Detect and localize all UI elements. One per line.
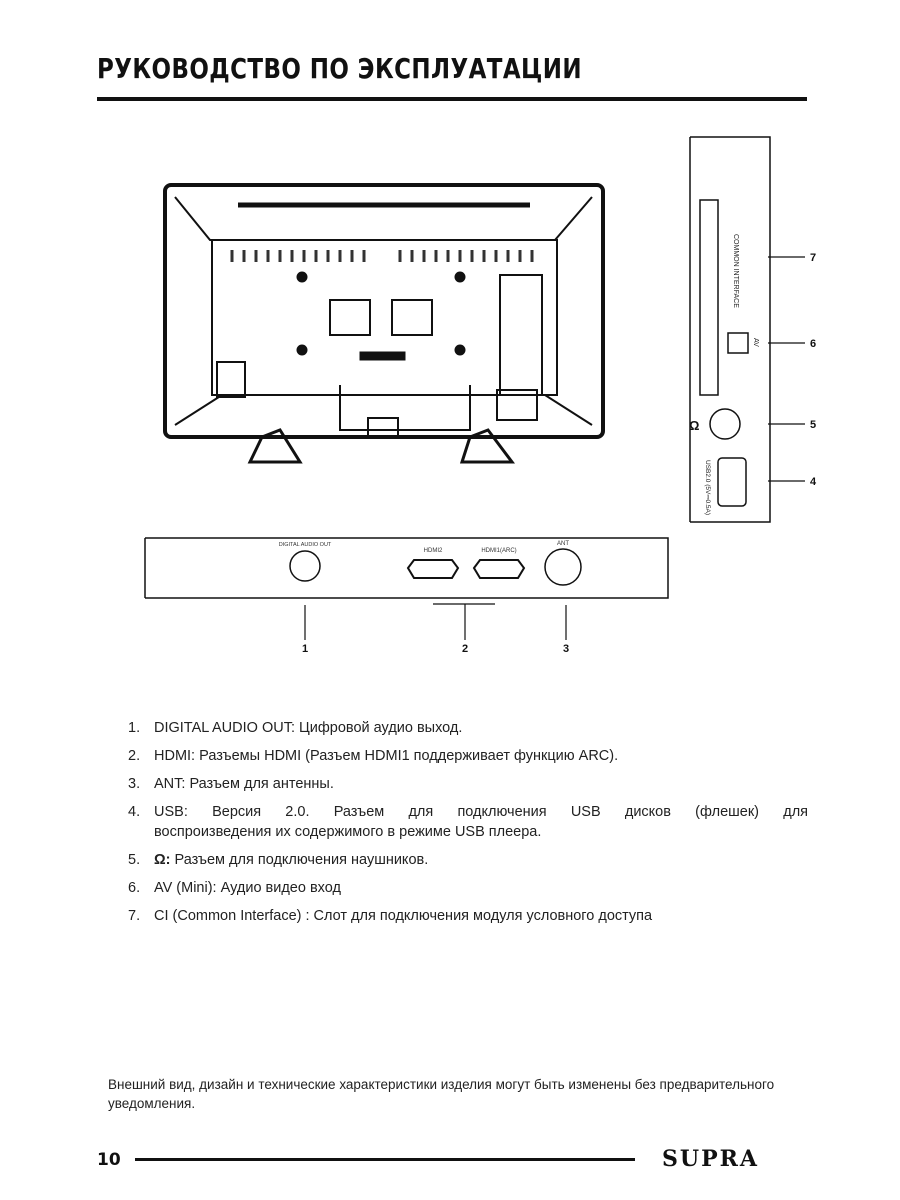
hdmi1-label: HDMI1(ARC)	[481, 548, 517, 554]
hdmi2-port	[408, 560, 458, 578]
callout-6: 6	[810, 338, 817, 350]
item-label: CI (Common Interface) :	[154, 908, 310, 924]
ant-label: ANT	[557, 541, 569, 547]
bottom-connector-panel	[145, 538, 668, 640]
callout-5: 5	[810, 419, 817, 431]
tv-rear-view	[165, 185, 603, 462]
item-number: 2.	[128, 748, 141, 764]
list-item	[128, 906, 808, 926]
av-port	[728, 333, 748, 353]
item-label: HDMI:	[154, 748, 196, 764]
item-label: Ω:	[154, 852, 171, 868]
hdmi1-port	[474, 560, 524, 578]
page-number: 10	[97, 1150, 121, 1170]
ci-slot	[700, 200, 718, 395]
list-item	[128, 802, 808, 842]
list-item	[128, 774, 808, 794]
item-text: Цифровой аудио выход.	[299, 720, 463, 736]
disclaimer-note: Внешний вид, дизайн и технические характеристики изделия могут быть изменены без предварительного уведомления.	[108, 1077, 775, 1111]
item-number: 7.	[128, 908, 141, 924]
digital-audio-port	[290, 551, 320, 581]
item-text: Аудио видео вход	[220, 880, 341, 896]
callout-4: 4	[810, 476, 817, 488]
item-text: Слот для подключения модуля условного доступа	[313, 908, 653, 924]
item-number: 6.	[128, 880, 141, 896]
item-text: Разъем для антенны.	[189, 776, 334, 792]
item-number: 4.	[128, 804, 141, 820]
usb-label: USB2.0 (5V⎓0.5A)	[704, 460, 711, 516]
item-text: Версия 2.0. Разъем для подключения USB дисков (флешек) для	[212, 804, 809, 820]
item-text: Разъем для подключения наушников.	[174, 852, 429, 868]
usb-port	[718, 458, 746, 506]
footer-rule	[135, 1158, 635, 1161]
item-text-continued: воспроизведения их содержимого в режиме USB плеера.	[154, 824, 542, 840]
brand-logo: SUPRA	[662, 1146, 759, 1172]
hdmi2-label: HDMI2	[423, 548, 443, 554]
item-label: ANT:	[154, 776, 186, 792]
list-item	[128, 878, 808, 898]
page-title: РУКОВОДСТВО ПО ЭКСПЛУАТАЦИИ	[97, 52, 582, 85]
callout-1: 1	[302, 643, 309, 655]
headphone-symbol: Ω	[689, 418, 700, 433]
item-number: 1.	[128, 720, 141, 736]
ant-port	[545, 549, 581, 585]
item-number: 5.	[128, 852, 141, 868]
headphone-port	[710, 409, 740, 439]
item-label: AV (Mini):	[154, 880, 217, 896]
list-item	[128, 850, 808, 870]
connector-list	[128, 718, 808, 934]
av-label: AV	[752, 338, 759, 347]
list-item	[128, 718, 808, 738]
callout-7: 7	[810, 252, 817, 264]
callout-2: 2	[462, 643, 469, 655]
ci-label: COMMON INTERFACE	[732, 234, 739, 308]
item-label: DIGITAL AUDIO OUT:	[154, 720, 295, 736]
list-item	[128, 746, 808, 766]
item-label: USB:	[154, 804, 188, 820]
item-text: Разъемы HDMI (Разъем HDMI1 поддерживает функцию ARC).	[199, 748, 619, 764]
callout-3: 3	[563, 643, 570, 655]
digital-audio-label: DIGITAL AUDIO OUT	[278, 542, 332, 548]
item-number: 3.	[128, 776, 141, 792]
